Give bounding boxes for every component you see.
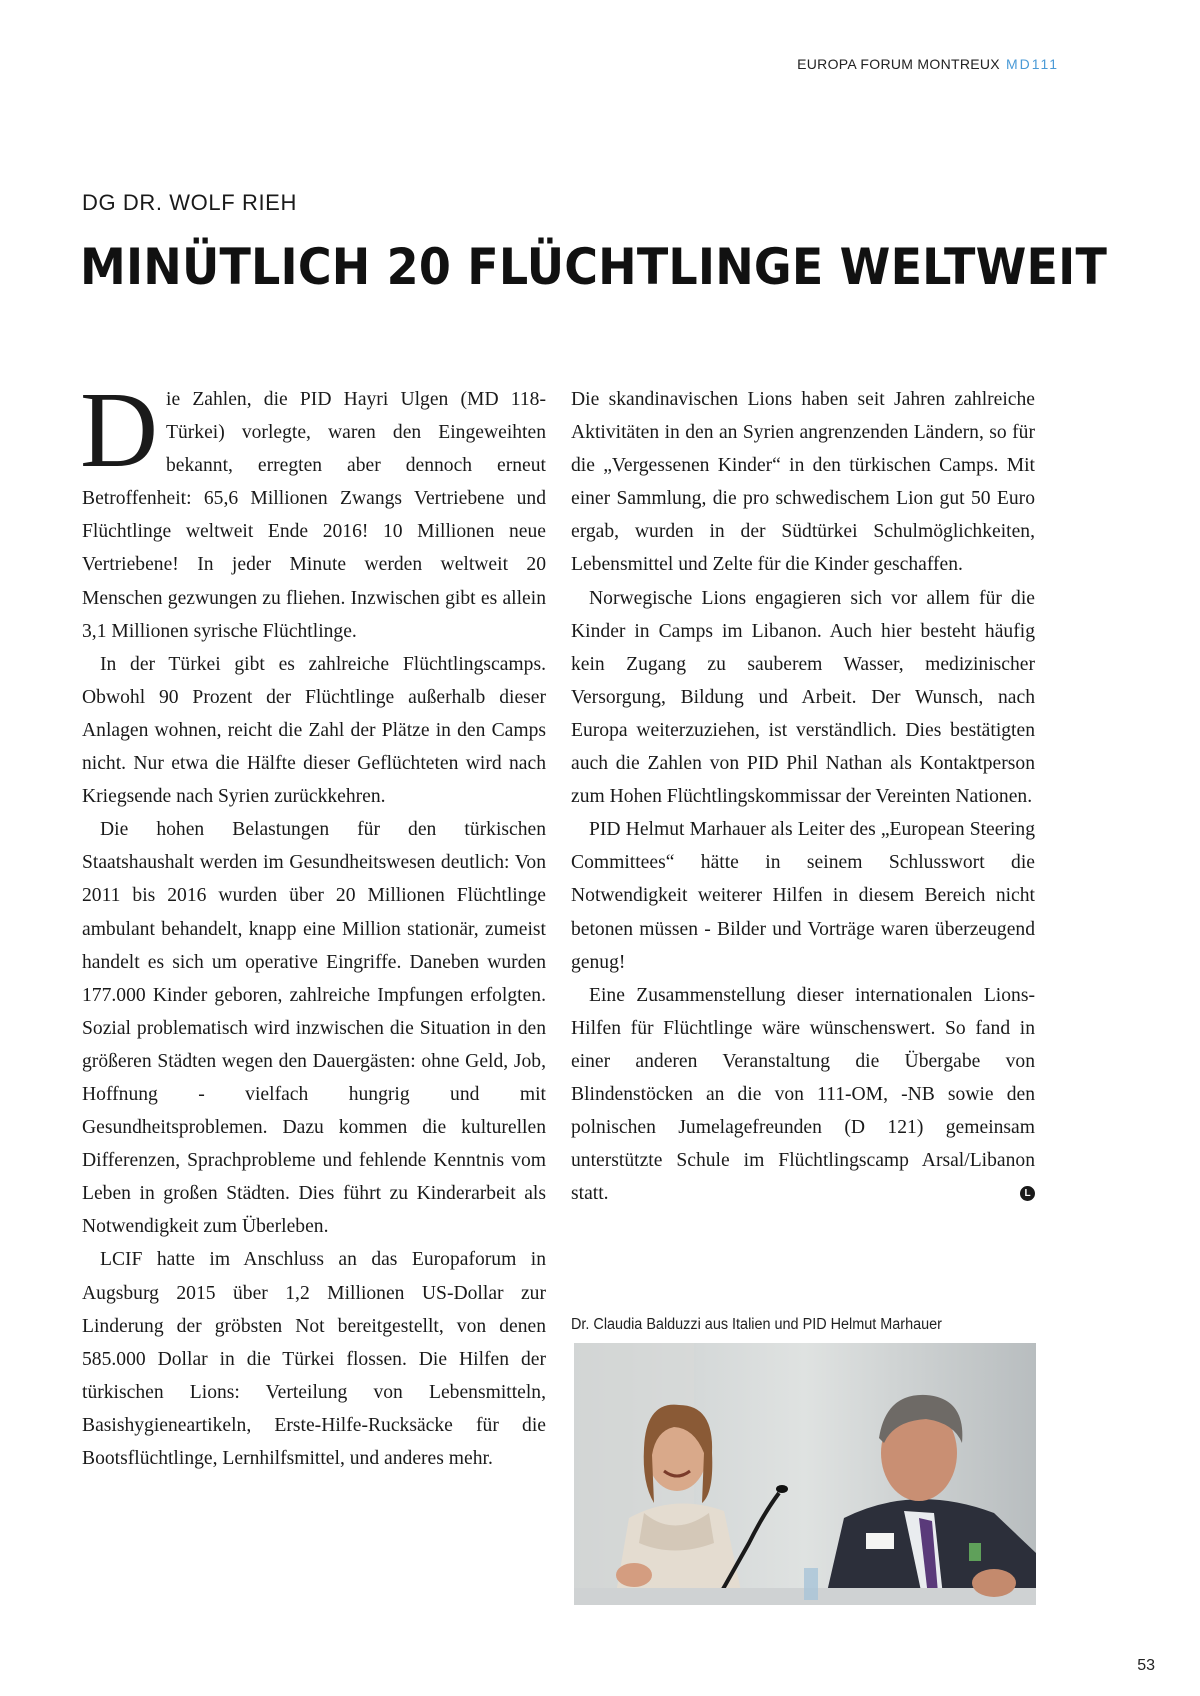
paragraph-text: Eine Zusammenstellung dieser internationalen Lions-Hilfen für Flüchtlinge wäre wünschenswert. So fand in einer anderen Veranstaltung die Übergabe von Blindenstöcken an die von 111-OM, -NB sowie den polnischen Jumelagefreunden (D 121) gemeinsam unterstützte Schule im Flüchtlingscamp Arsal/Libanon statt. (571, 984, 1035, 1205)
district-code: MD111 (1005, 56, 1059, 72)
drop-cap: D (80, 371, 158, 490)
paragraph (571, 979, 1035, 1211)
paragraph (80, 371, 546, 648)
right-column (571, 383, 1035, 1210)
paragraph: Norwegische Lions engagieren sich vor allem für die Kinder in Camps im Libanon. Auch hier besteht häufig kein Zugang zu sauberem Wasser, medizinischer Versorgung, Bildung und Arbeit. Der Wunsch, nach Europa weiterzuziehen, ist verständlich. Dies bestätigten auch die Zahlen von PID Phil Nathan als Kontaktperson zum Hohen Flüchtlingskommissar der Vereinten Nationen. (571, 587, 1035, 808)
paragraph-text: ie Zahlen, die PID Hayri Ulgen (MD 118-Türkei) vorlegte, waren den Eingeweihten bekannt, erregten aber dennoch erneut Betroffenheit: 65,6 Millionen Zwangs Vertriebene und Flüchtlinge weltweit Ende 2016! 10 Millionen neue Vertriebene! In jeder Minute werden weltweit 20 Menschen gezwungen zu fliehen. Inzwischen gibt es allein 3,1 Millionen syrische Flüchtlinge. (82, 389, 546, 642)
conference-photo (574, 1343, 1036, 1605)
photo-caption: Dr. Claudia Balduzzi aus Italien und PID Helmut Marhauer (571, 1316, 942, 1333)
paragraph: PID Helmut Marhauer als Leiter des „European Steering Committees“ hätte in seinem Schlusswort die Notwendigkeit weiterer Hilfen in diesem Bereich nicht betonen müssen - Bilder und Vorträge waren überzeugend genug! (571, 819, 1035, 973)
paragraph: In der Türkei gibt es zahlreiche Flüchtlingscamps. Obwohl 90 Prozent der Flüchtlinge außerhalb dieser Anlagen wohnen, reicht die Zahl der Plätze in den Camps nicht. Nur etwa die Hälfte dieser Geflüchteten wird nach Kriegsende nach Syrien zurückkehren. (82, 653, 546, 808)
photo-illustration (574, 1343, 1036, 1605)
page-number: 53 (1137, 1657, 1155, 1674)
headline: MINÜTLICH 20 FLÜCHTLINGE WELTWEIT (80, 238, 1108, 296)
left-column (80, 371, 546, 1475)
paragraph: LCIF hatte im Anschluss an das Europaforum in Augsburg 2015 über 1,2 Millionen US-Dollar zur Linderung der gröbsten Not bereitgestellt, von denen 585.000 Dollar in die Türkei flossen. Die Hilfen der türkischen Lions: Verteilung von Lebensmitteln, Basishygieneartikeln, Erste-Hilfe-Rucksäcke für die Bootsflüchtlinge, Lernhilfsmittel, und anderes mehr. (82, 1249, 546, 1469)
lions-end-mark-icon: L (1020, 1186, 1035, 1201)
paragraph: Die skandinavischen Lions haben seit Jahren zahlreiche Aktivitäten in den an Syrien angrenzenden Ländern, so für die „Vergessenen Kinder“ in den türkischen Camps. Mit einer Sammlung, die pro schwedischem Lion gut 50 Euro ergab, wurden in der Südtürkei Schulmöglichkeiten, Lebensmittel und Zelte für die Kinder geschaffen. (571, 389, 1035, 576)
paragraph: Die hohen Belastungen für den türkischen Staatshaushalt werden im Gesundheitswesen deutlich: Von 2011 bis 2016 wurden über 20 Millionen Flüchtlinge ambulant behandelt, knapp eine Million stationär, zumeist handelt es sich um operative Eingriffe. Daneben wurden 177.000 Kinder geboren, zahlreiche Impfungen erfolgten. Sozial problematisch wird inzwischen die Situation in den größeren Städten wegen den Dauergästen: ohne Geld, Job, Hoffnung - vielfach hungrig und mit Gesundheitsproblemen. Dazu kommen die kulturellen Differenzen, Sprachprobleme und fehlende Kenntnis vom Leben in großen Städten. Dies führt zu Kinderarbeit als Notwendigkeit zum Überleben. (82, 819, 546, 1238)
section-title: EUROPA FORUM MONTREUX (797, 56, 1000, 72)
author-byline: DG DR. WOLF RIEH (82, 190, 297, 215)
running-head (797, 56, 1059, 72)
